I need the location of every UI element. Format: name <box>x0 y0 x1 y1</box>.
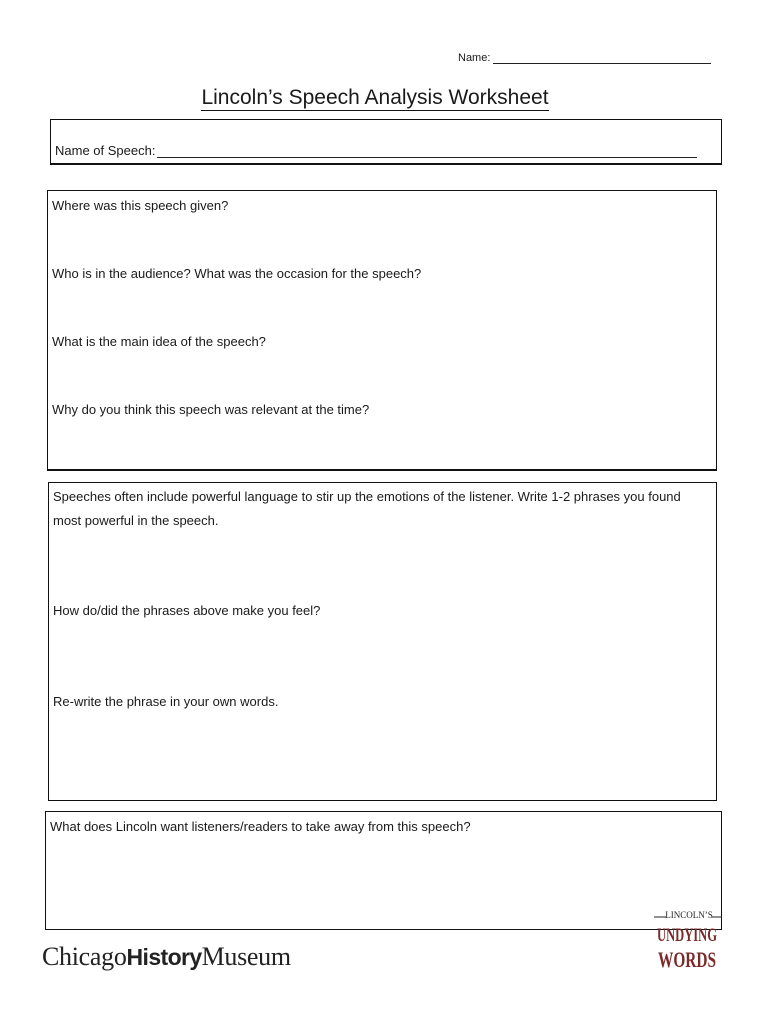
question-rewrite: Re-write the phrase in your own words. <box>53 694 279 709</box>
logo-part-chicago: Chicago <box>42 942 127 971</box>
question-relevance: Why do you think this speech was relevant at the time? <box>52 402 370 417</box>
logo-part-museum: Museum <box>201 942 291 971</box>
logo-line-lincolns: LINCOLN’S <box>665 910 713 920</box>
takeaway-question-box <box>45 811 722 930</box>
logo-line-words: WORDS <box>658 947 716 972</box>
worksheet-title-text: Lincoln’s Speech Analysis Worksheet <box>201 86 549 109</box>
speech-name-box <box>50 119 722 165</box>
worksheet-title <box>0 86 750 110</box>
language-questions-box <box>48 482 717 801</box>
speech-name-underline[interactable] <box>157 145 697 158</box>
question-takeaway: What does Lincoln want listeners/readers to take away from this speech? <box>50 819 471 834</box>
speech-name-field[interactable] <box>55 143 697 158</box>
context-questions-box <box>47 190 717 471</box>
lincolns-undying-words-logo <box>652 906 724 972</box>
question-main-idea: What is the main idea of the speech? <box>52 334 266 349</box>
chicago-history-museum-logo <box>42 942 291 972</box>
student-name-label: Name: <box>458 52 491 64</box>
question-feelings: How do/did the phrases above make you feel? <box>53 603 321 618</box>
question-powerful-phrases: Speeches often include powerful language to stir up the emotions of the listener. Write 1-2 phrases you found most powerful in the speech. <box>53 489 681 528</box>
question-location: Where was this speech given? <box>52 198 229 213</box>
student-name-field[interactable] <box>458 52 711 64</box>
logo-line-undying: UNDYING <box>657 925 718 946</box>
question-audience: Who is in the audience? What was the occasion for the speech? <box>52 266 422 281</box>
student-name-underline[interactable] <box>493 52 711 64</box>
speech-name-label: Name of Speech: <box>55 143 156 158</box>
logo-part-history: History <box>126 944 202 970</box>
